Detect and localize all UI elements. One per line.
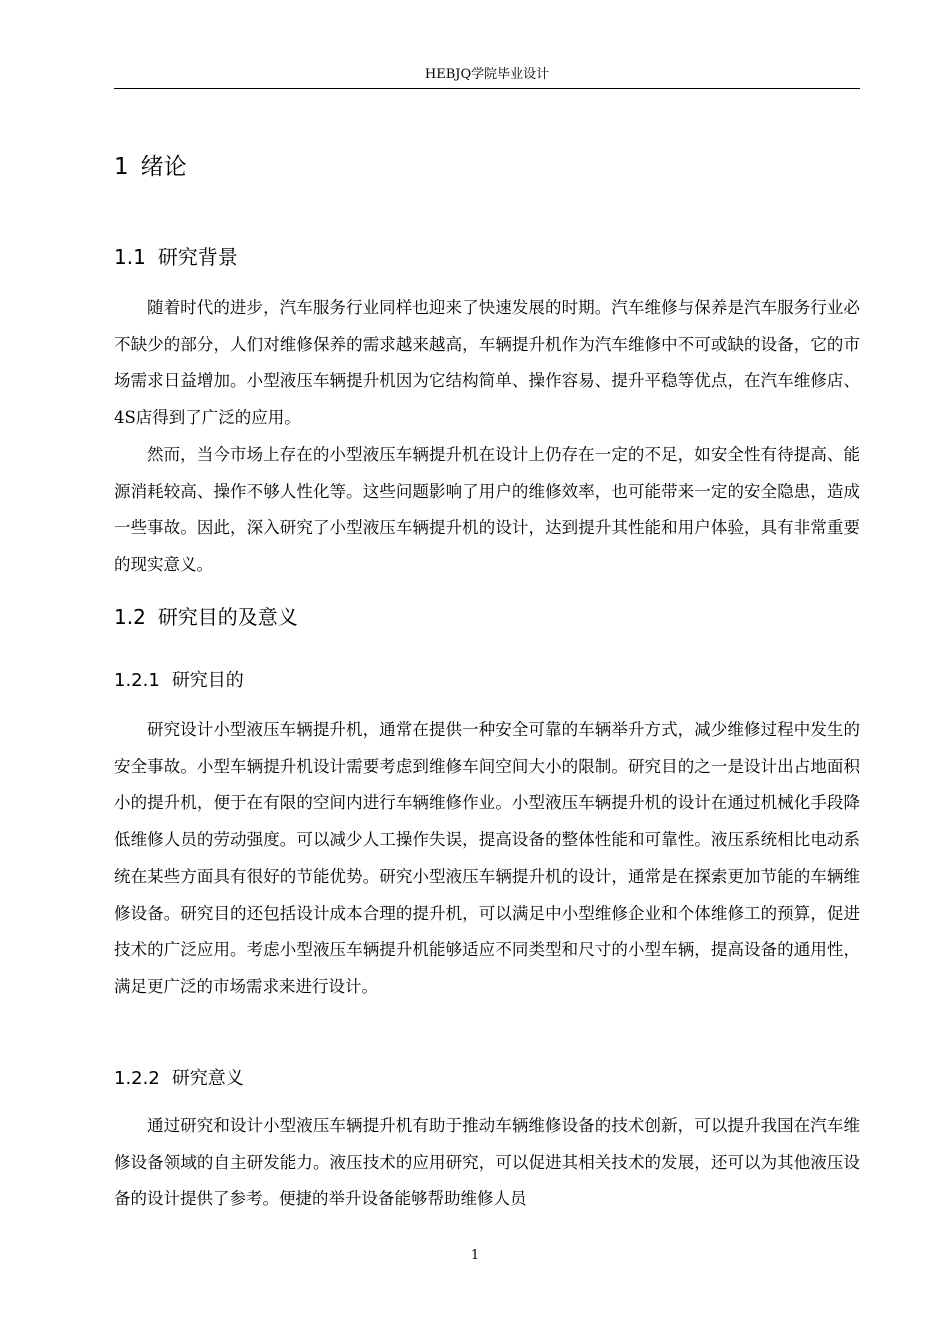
paragraph-background-2: 然而，当今市场上存在的小型液压车辆提升机在设计上仍存在一定的不足，如安全性有待提高、能源消耗较高、操作不够人性化等。这些问题影响了用户的维修效率，也可能带来一定的安全隐患，造成一些事故。因此，深入研究了小型液压车辆提升机的设计，达到提升其性能和用户体验，具有非常重要的现实意义。 xyxy=(114,445,860,575)
paragraph-background-1: 随着时代的进步，汽车服务行业同样也迎来了快速发展的时期。汽车维修与保养是汽车服务行业必不缺少的部分，人们对维修保养的需求越来越高，车辆提升机作为汽车维修中不可或缺的设备，它的市场需求日益增加。小型液压车辆提升机因为它结构简单、操作容易、提升平稳等优点，在汽车维修店、4S店得到了广泛的应用。 xyxy=(114,298,860,428)
subsection-heading-1-2-1 xyxy=(114,666,244,692)
section-number: 1.1 xyxy=(114,245,146,269)
paragraph-significance: 通过研究和设计小型液压车辆提升机有助于推动车辆维修设备的技术创新，可以提升我国在汽车维修设备领域的自主研发能力。液压技术的应用研究，可以促进其相关技术的发展，还可以为其他液压设备的设计提供了参考。便捷的举升设备能够帮助维修人员 xyxy=(114,1116,860,1209)
page-number: 1 xyxy=(470,1248,480,1263)
section-heading-1-2 xyxy=(114,601,298,630)
subsection-number: 1.2.1 xyxy=(114,670,160,691)
section-title: 研究背景 xyxy=(157,245,238,269)
section-title: 研究目的及意义 xyxy=(157,605,298,629)
section-number: 1.2 xyxy=(114,605,146,629)
chapter-number: 1 xyxy=(114,154,129,180)
paragraph-purpose: 研究设计小型液压车辆提升机，通常在提供一种安全可靠的车辆举升方式，减少维修过程中发生的安全事故。小型车辆提升机设计需要考虑到维修车间空间大小的限制。研究目的之一是设计出占地面积小的提升机，便于在有限的空间内进行车辆维修作业。小型液压车辆提升机的设计在通过机械化手段降低维修人员的劳动强度。可以减少人工操作失误，提高设备的整体性能和可靠性。液压系统相比电动系统在某些方面具有很好的节能优势。研究小型液压车辆提升机的设计，通常是在探索更加节能的车辆维修设备。研究目的还包括设计成本合理的提升机，可以满足中小型维修企业和个体维修工的预算，促进技术的广泛应用。考虑小型液压车辆提升机能够适应不同类型和尺寸的小型车辆，提高设备的通用性，满足更广泛的市场需求来进行设计。 xyxy=(114,720,860,996)
section-heading-1-1 xyxy=(114,241,238,270)
subsection-number: 1.2.2 xyxy=(114,1068,160,1089)
subsection-heading-1-2-2 xyxy=(114,1064,244,1090)
chapter-heading xyxy=(114,148,187,181)
chapter-title: 绪论 xyxy=(140,154,187,180)
page-header xyxy=(114,67,860,89)
header-title: HEBJQ学院毕业设计 xyxy=(424,67,550,82)
subsection-title: 研究目的 xyxy=(171,670,244,691)
subsection-title: 研究意义 xyxy=(171,1068,244,1089)
